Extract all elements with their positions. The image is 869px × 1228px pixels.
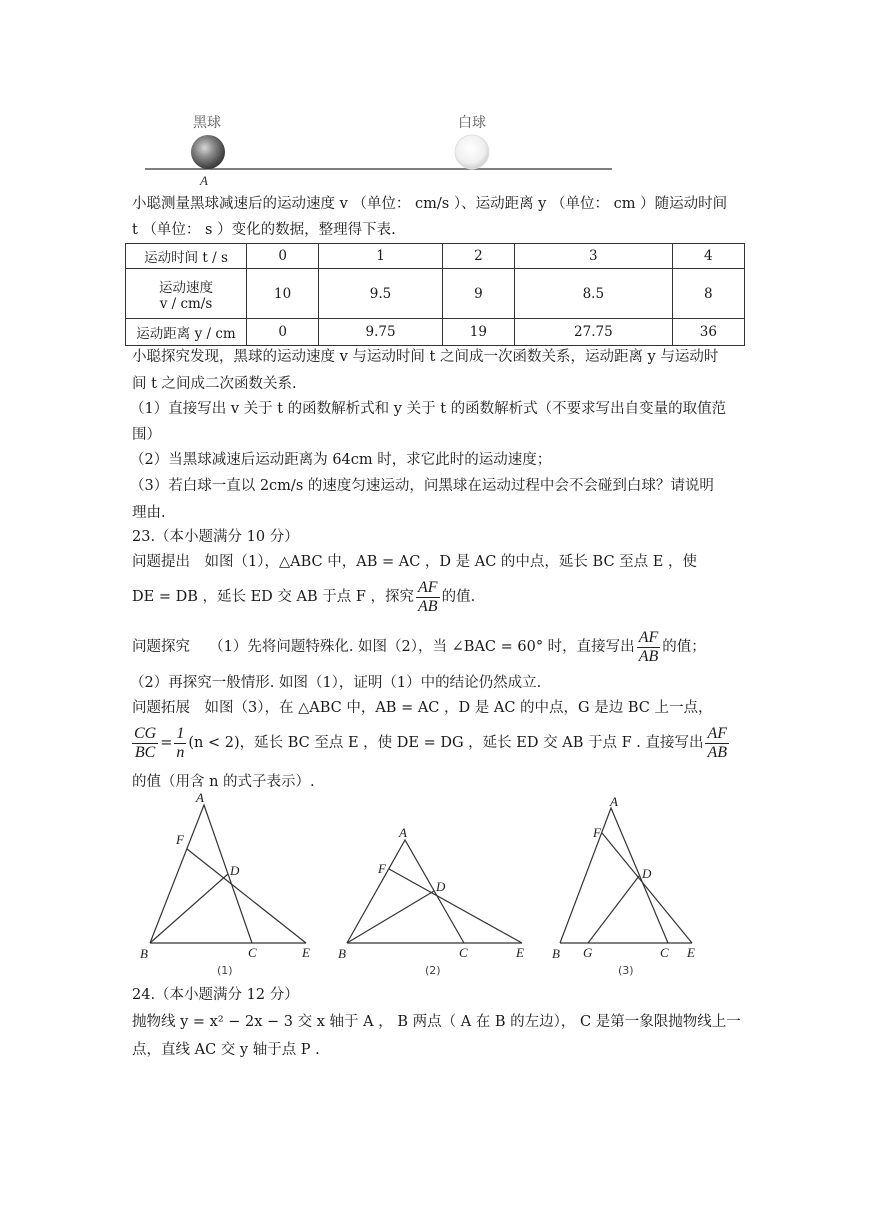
table-cell: 3	[515, 244, 673, 269]
figure-1	[150, 805, 306, 943]
figure-3	[560, 808, 692, 943]
q22-sub3-b: 理由.	[132, 505, 166, 521]
white-ball-label: 白球	[458, 115, 486, 131]
table-cell: 8.5	[515, 269, 673, 319]
fig3-segment-gd	[588, 876, 639, 943]
q22-sub2: （2）当黑球减速后运动距离为 64cm 时，求它此时的运动速度；	[130, 452, 552, 468]
point-label: D	[230, 863, 240, 878]
point-label: C	[248, 945, 257, 960]
point-a-label: A	[200, 173, 208, 185]
intro-line-2: t （单位： s ）变化的数据，整理得下表.	[132, 222, 396, 238]
figure-number: (3)	[618, 964, 634, 977]
q23-problem-line-2-pre: DE = DB ，延长 ED 交 AB 于点 F ，探究	[132, 589, 415, 605]
table-cell: 8	[672, 269, 744, 319]
table-header-time: 运动时间 t / s	[126, 244, 247, 269]
q23-extend-line-2: $\frac{CG}{BC}$ = $\frac{1}{n}$ (n < 2)，延长 BC 至点 E ，使 DE = DG ，延长 ED 交 AB 于点 F . 直接写出 $\frac{AF}{AB}$	[134, 724, 727, 761]
table-cell: 0	[247, 319, 319, 346]
q24-line-2: 点，直线 AC 交 y 轴于点 P .	[132, 1042, 320, 1058]
fig3-triangle	[560, 808, 668, 943]
q24-line-1: 抛物线 y = x² − 2x − 3 交 x 轴于 A ， B 两点（ A 在 B 的左边）， C 是第一象限抛物线上一	[132, 1014, 741, 1030]
figure-number: (1)	[217, 964, 233, 977]
point-label: D	[642, 866, 652, 881]
data-table	[125, 243, 745, 346]
q23-explore-line-1	[132, 627, 706, 667]
point-label: A	[610, 794, 618, 809]
q24-heading: 24.（本小题满分 12 分）	[132, 987, 299, 1003]
figure-2	[347, 840, 522, 943]
q22-para-1: 小聪探究发现，黑球的运动速度 v 与运动时间 t 之间成一次函数关系，运动距离 y 与运动时	[132, 349, 719, 365]
table-row	[126, 269, 745, 319]
black-ball	[191, 135, 225, 169]
fraction-cg-bc: $\frac{CG}{BC}$	[134, 724, 157, 761]
table-header-speed-l1: 运动速度	[159, 279, 213, 296]
point-label: C	[660, 945, 669, 960]
q23-extend-line-2-mid: (n < 2)，延长 BC 至点 E ，使 DE = DG ，延长 ED 交 AB 于点 F . 直接写出	[188, 735, 704, 751]
figure-number: (2)	[425, 964, 441, 977]
point-label: F	[378, 861, 386, 876]
table-header-distance: 运动距离 y / cm	[126, 319, 247, 346]
point-label: A	[399, 825, 407, 840]
point-label: E	[302, 945, 310, 960]
point-label: A	[196, 790, 204, 805]
q23-problem-line-2-post: 的值.	[441, 589, 476, 605]
q23-explore-line-1-pre: 问题探究 （1）先将问题特殊化. 如图（2），当 ∠BAC = 60° 时，直接写出	[132, 639, 635, 655]
table-cell: 27.75	[515, 319, 673, 346]
point-label: F	[593, 825, 601, 840]
q23-problem-line-2	[132, 577, 475, 617]
q22-sub1-a: （1）直接写出 v 关于 t 的函数解析式和 y 关于 t 的函数解析式（不要求写出自变量的取值范	[130, 401, 727, 417]
q22-sub1-b: 围）	[132, 427, 161, 443]
fraction-af-ab: $\frac{AF}{AB}$	[707, 724, 727, 761]
point-label: B	[552, 946, 560, 961]
white-ball	[455, 135, 489, 169]
geometry-figures	[130, 790, 730, 985]
fig2-segment-bd	[347, 891, 434, 943]
point-label: C	[459, 945, 468, 960]
table-cell: 9.75	[319, 319, 442, 346]
q23-explore-line-1-post: 的值；	[662, 639, 706, 655]
fraction-1-n: $\frac{1}{n}$	[176, 724, 185, 761]
table-cell: 1	[319, 244, 442, 269]
table-cell: 10	[247, 269, 319, 319]
table-cell: 4	[672, 244, 744, 269]
ball-illustration	[140, 105, 620, 185]
table-row	[126, 319, 745, 346]
point-label: F	[176, 832, 184, 847]
q23-problem-line-1: 问题提出 如图（1），△ABC 中，AB = AC ，D 是 AC 的中点，延长 BC 至点 E ，使	[132, 554, 697, 570]
table-header-speed-l2: v / cm/s	[159, 295, 213, 312]
fraction-af-ab: $\frac{AF}{AB}$	[418, 578, 438, 615]
point-label: G	[583, 945, 593, 960]
point-label: E	[516, 945, 524, 960]
table-header-speed	[126, 269, 247, 319]
table-cell: 19	[442, 319, 514, 346]
fig2-triangle	[347, 840, 464, 943]
table-row	[126, 244, 745, 269]
table-cell: 36	[672, 319, 744, 346]
black-ball-label: 黑球	[193, 115, 221, 131]
q22-para-2: 间 t 之间成二次函数关系.	[132, 376, 297, 392]
point-label: B	[140, 946, 148, 961]
point-label: B	[338, 946, 346, 961]
intro-line-1: 小聪测量黑球减速后的运动速度 v （单位： cm/s ）、运动距离 y （单位： cm ）随运动时间	[132, 196, 728, 212]
table-cell: 9	[442, 269, 514, 319]
fig3-segment-ef	[602, 833, 692, 943]
point-label: D	[436, 879, 446, 894]
table-cell: 0	[247, 244, 319, 269]
q23-extend-line-1: 问题拓展 如图（3），在 △ABC 中，AB = AC ，D 是 AC 的中点，G 是边 BC 上一点，	[132, 700, 713, 716]
q23-heading: 23.（本小题满分 10 分）	[132, 529, 299, 545]
table-cell: 2	[442, 244, 514, 269]
table-cell: 9.5	[319, 269, 442, 319]
point-label: E	[687, 945, 695, 960]
q23-explore-line-2: （2）再探究一般情形. 如图（1），证明（1）中的结论仍然成立.	[130, 675, 542, 691]
fig1-segment-bd	[150, 874, 228, 943]
q22-sub3-a: （3）若白球一直以 2cm/s 的速度匀速运动，问黑球在运动过程中会不会碰到白球？请说明	[130, 478, 714, 494]
q23-extend-line-3: 的值（用含 n 的式子表示）.	[132, 774, 315, 790]
fraction-af-ab: $\frac{AF}{AB}$	[638, 628, 659, 665]
